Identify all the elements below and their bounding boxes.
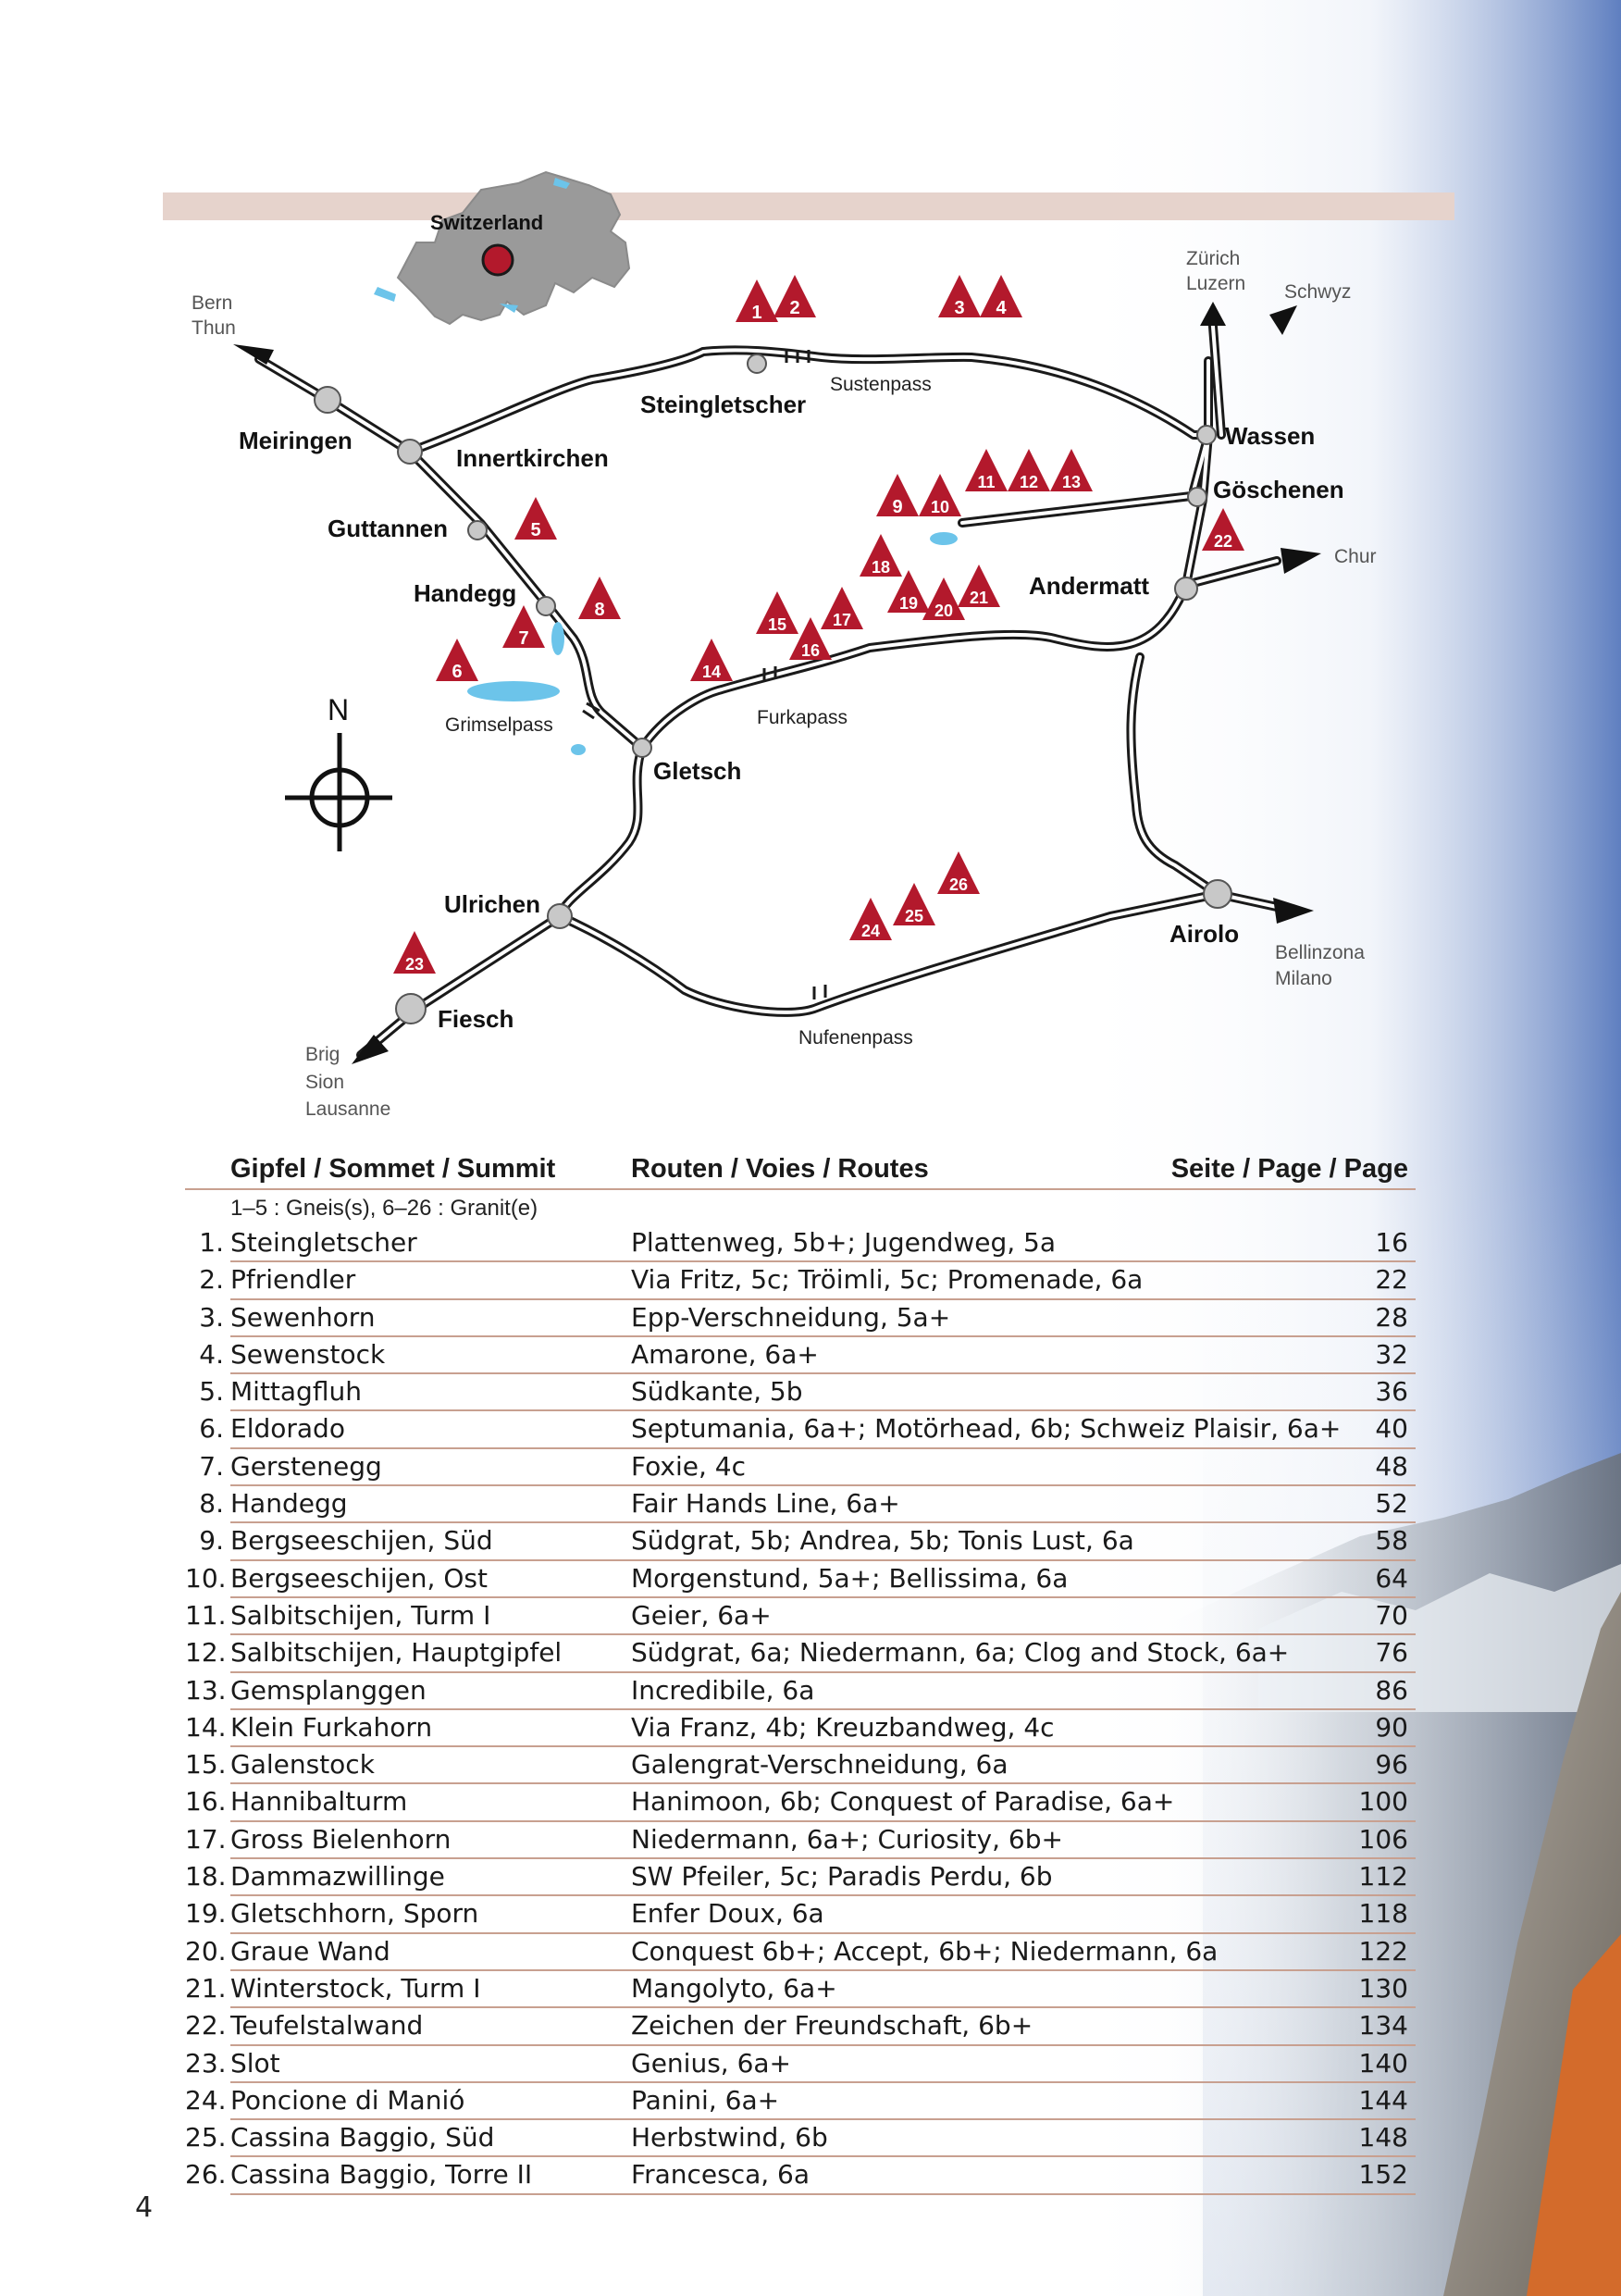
peak-marker-3 bbox=[938, 275, 981, 318]
city-meiringen: Meiringen bbox=[239, 427, 353, 454]
row-number: 10. bbox=[185, 1562, 227, 1594]
peak-number: 10 bbox=[930, 498, 950, 516]
row-page: 100 bbox=[1358, 1786, 1408, 1818]
row-summit: Gemsplanggen bbox=[230, 1674, 427, 1706]
row-routes: Morgenstund, 5a+; Bellissima, 6a bbox=[631, 1562, 1069, 1594]
row-page: 90 bbox=[1375, 1711, 1408, 1743]
table-row bbox=[185, 1635, 1416, 1672]
compass-icon bbox=[285, 733, 392, 851]
table-row bbox=[199, 1337, 1416, 1374]
row-number: 9. bbox=[199, 1525, 224, 1557]
goeschenen-lake bbox=[930, 532, 958, 545]
table-row bbox=[185, 2120, 1416, 2157]
city-innertkirchen: Innertkirchen bbox=[456, 444, 609, 472]
gletsch-dot bbox=[633, 738, 651, 757]
row-number: 6. bbox=[199, 1413, 224, 1445]
row-page: 130 bbox=[1358, 1972, 1408, 2004]
rock-type-note: 1–5 : Gneis(s), 6–26 : Granit(e) bbox=[230, 1196, 538, 1221]
table-row bbox=[199, 1523, 1416, 1560]
row-routes: Enfer Doux, 6a bbox=[631, 1898, 824, 1930]
peak-number: 6 bbox=[452, 662, 463, 682]
row-summit: Mittagfluh bbox=[230, 1376, 362, 1408]
fiesch-dot bbox=[396, 994, 426, 1024]
peak-marker-20 bbox=[922, 577, 965, 620]
row-summit: Sewenhorn bbox=[230, 1301, 376, 1333]
table-row bbox=[199, 1411, 1416, 1448]
row-routes: Via Fritz, 5c; Tröimli, 5c; Promenade, 6a bbox=[631, 1264, 1144, 1296]
dest-thun: Thun bbox=[192, 317, 236, 339]
city-steingletscher: Steingletscher bbox=[640, 391, 807, 418]
peak-number: 8 bbox=[594, 600, 605, 620]
grimsel-lake bbox=[467, 681, 560, 701]
table-body bbox=[185, 1225, 1416, 2195]
table-row bbox=[199, 1262, 1416, 1299]
row-summit: Cassina Baggio, Süd bbox=[230, 2122, 495, 2153]
peak-number: 12 bbox=[1019, 473, 1039, 491]
peak-number: 19 bbox=[898, 594, 919, 613]
row-page: 16 bbox=[1375, 1227, 1408, 1258]
handegg-dot bbox=[537, 597, 555, 615]
row-page: 96 bbox=[1375, 1749, 1408, 1781]
row-page: 152 bbox=[1358, 2159, 1408, 2191]
row-page: 52 bbox=[1375, 1488, 1408, 1520]
row-routes: Amarone, 6a+ bbox=[631, 1338, 819, 1370]
row-page: 144 bbox=[1358, 2084, 1408, 2116]
row-routes: Conquest 6b+; Accept, 6b+; Niedermann, 6a bbox=[631, 1935, 1219, 1967]
row-number: 19. bbox=[185, 1898, 227, 1930]
steingletscher-dot bbox=[748, 354, 766, 373]
row-number: 20. bbox=[185, 1935, 227, 1967]
table-row bbox=[199, 1449, 1416, 1486]
summit-table bbox=[185, 1148, 1416, 2195]
row-routes: Südkante, 5b bbox=[631, 1376, 803, 1408]
row-summit: Bergseeschijen, Süd bbox=[230, 1525, 493, 1557]
row-summit: Teufelstalwand bbox=[230, 2010, 424, 2042]
row-summit: Steingletscher bbox=[230, 1227, 417, 1258]
peak-number: 24 bbox=[860, 922, 881, 940]
peak-number: 2 bbox=[789, 298, 800, 318]
goeschenen-dot bbox=[1188, 488, 1206, 506]
row-routes: Epp-Verschneidung, 5a+ bbox=[631, 1301, 951, 1333]
row-routes: Foxie, 4c bbox=[631, 1450, 746, 1482]
table-header bbox=[185, 1148, 1416, 1190]
peak-number: 21 bbox=[969, 589, 989, 607]
peak-marker-12 bbox=[1008, 449, 1050, 491]
table-row bbox=[185, 2046, 1416, 2083]
row-number: 4. bbox=[199, 1338, 224, 1370]
peak-number: 13 bbox=[1061, 473, 1082, 491]
row-summit: Salbitschijen, Hauptgipfel bbox=[230, 1637, 563, 1669]
arrow-to-schwyz bbox=[1269, 305, 1297, 335]
row-summit: Pfriendler bbox=[230, 1264, 356, 1296]
andermatt-dot bbox=[1175, 577, 1197, 600]
row-number: 16. bbox=[185, 1786, 227, 1818]
arrow-to-zurich bbox=[1200, 302, 1226, 326]
grimsel-small-lake bbox=[571, 744, 586, 755]
city-airolo: Airolo bbox=[1169, 920, 1240, 948]
peak-marker-26 bbox=[937, 851, 980, 894]
peak-number: 7 bbox=[518, 628, 529, 649]
ulrichen-dot bbox=[548, 904, 572, 928]
peak-number: 14 bbox=[701, 663, 722, 681]
row-number: 26. bbox=[185, 2159, 227, 2191]
table-row bbox=[185, 1971, 1416, 2008]
row-page: 112 bbox=[1358, 1861, 1408, 1893]
peak-number: 16 bbox=[800, 641, 821, 660]
peak-number: 1 bbox=[751, 303, 762, 323]
row-routes: SW Pfeiler, 5c; Paradis Perdu, 6b bbox=[631, 1861, 1053, 1893]
header-page: Seite / Page / Page bbox=[1170, 1154, 1408, 1184]
dest-bern: Bern bbox=[192, 292, 233, 314]
row-page: 22 bbox=[1375, 1264, 1408, 1296]
row-summit: Poncione di Manió bbox=[230, 2084, 465, 2116]
table-row bbox=[199, 1374, 1416, 1411]
peak-number: 11 bbox=[977, 473, 996, 491]
row-number: 12. bbox=[185, 1637, 227, 1669]
peak-marker-8 bbox=[578, 577, 621, 620]
row-page: 32 bbox=[1375, 1338, 1408, 1370]
peak-number: 15 bbox=[767, 615, 787, 634]
peak-number: 9 bbox=[892, 497, 903, 517]
peak-number: 23 bbox=[404, 955, 425, 974]
dest-sion: Sion bbox=[305, 1072, 345, 1093]
table-row bbox=[185, 1822, 1416, 1859]
innertkirchen-dot bbox=[398, 440, 422, 464]
wassen-dot bbox=[1197, 426, 1216, 444]
row-routes: Südgrat, 6a; Niedermann, 6a; Clog and Stock, 6a+ bbox=[631, 1637, 1290, 1669]
dest-brig: Brig bbox=[305, 1044, 340, 1065]
row-number: 21. bbox=[185, 1972, 227, 2004]
peak-marker-22 bbox=[1202, 508, 1244, 551]
row-number: 14. bbox=[185, 1711, 227, 1743]
guttannen-dot bbox=[468, 521, 487, 540]
peak-number: 3 bbox=[954, 298, 965, 318]
row-summit: Cassina Baggio, Torre II bbox=[230, 2159, 533, 2191]
table-row bbox=[185, 2157, 1416, 2194]
row-number: 1. bbox=[199, 1227, 224, 1258]
row-routes: Fair Hands Line, 6a+ bbox=[631, 1488, 900, 1520]
peak-marker-14 bbox=[690, 639, 733, 681]
city-gletsch: Gletsch bbox=[653, 757, 742, 785]
row-number: 24. bbox=[185, 2084, 227, 2116]
row-number: 8. bbox=[199, 1488, 224, 1520]
row-number: 18. bbox=[185, 1861, 227, 1893]
row-routes: Geier, 6a+ bbox=[631, 1599, 772, 1631]
peak-marker-24 bbox=[849, 898, 892, 940]
row-routes: Mangolyto, 6a+ bbox=[631, 1972, 837, 2004]
city-handegg: Handegg bbox=[414, 579, 517, 607]
peak-number: 26 bbox=[948, 875, 969, 894]
page-number: 4 bbox=[135, 2191, 154, 2224]
dest-lausanne: Lausanne bbox=[305, 1098, 391, 1120]
table-row bbox=[185, 1859, 1416, 1896]
row-number: 2. bbox=[199, 1264, 224, 1296]
row-page: 70 bbox=[1375, 1599, 1408, 1631]
header-routes: Routen / Voies / Routes bbox=[631, 1154, 929, 1184]
row-summit: Sewenstock bbox=[230, 1338, 386, 1370]
peak-marker-5 bbox=[514, 497, 557, 540]
peak-markers bbox=[393, 275, 1244, 974]
city-andermatt: Andermatt bbox=[1029, 572, 1150, 600]
row-summit: Salbitschijen, Turm I bbox=[230, 1599, 491, 1631]
row-page: 36 bbox=[1375, 1376, 1408, 1408]
peak-marker-1 bbox=[736, 279, 778, 323]
header-band bbox=[163, 192, 1454, 220]
row-summit: Gross Bielenhorn bbox=[230, 1823, 452, 1855]
row-page: 58 bbox=[1375, 1525, 1408, 1557]
city-ulrichen: Ulrichen bbox=[444, 890, 541, 918]
row-summit: Handegg bbox=[230, 1488, 348, 1520]
dest-milano: Milano bbox=[1275, 968, 1332, 989]
arrow-to-bern bbox=[233, 344, 274, 365]
city-guttannen: Guttannen bbox=[328, 515, 448, 542]
row-routes: Genius, 6a+ bbox=[631, 2047, 792, 2079]
row-routes: Francesca, 6a bbox=[631, 2159, 810, 2191]
pass-furkapass: Furkapass bbox=[757, 707, 848, 728]
row-page: 76 bbox=[1375, 1637, 1408, 1669]
table-row bbox=[185, 2008, 1416, 2045]
peak-marker-13 bbox=[1050, 449, 1093, 491]
row-summit: Gerstenegg bbox=[230, 1450, 382, 1482]
row-number: 11. bbox=[185, 1599, 227, 1631]
row-page: 148 bbox=[1358, 2122, 1408, 2153]
row-page: 140 bbox=[1358, 2047, 1408, 2079]
row-summit: Bergseeschijen, Ost bbox=[230, 1562, 488, 1594]
row-routes: Incredibile, 6a bbox=[631, 1674, 815, 1706]
dest-chur: Chur bbox=[1334, 546, 1377, 567]
row-routes: Plattenweg, 5b+; Jugendweg, 5a bbox=[631, 1227, 1057, 1258]
table-row bbox=[185, 1896, 1416, 1933]
peak-marker-6 bbox=[436, 639, 478, 682]
peak-marker-10 bbox=[919, 474, 961, 516]
peak-marker-21 bbox=[958, 565, 1000, 607]
row-summit: Hannibalturm bbox=[230, 1786, 408, 1818]
compass-north-label: N bbox=[328, 693, 350, 726]
peak-marker-11 bbox=[965, 449, 1008, 491]
pass-sustenpass: Sustenpass bbox=[830, 374, 932, 395]
row-number: 25. bbox=[185, 2122, 227, 2153]
peak-marker-18 bbox=[860, 534, 902, 577]
peak-marker-23 bbox=[393, 931, 436, 974]
row-routes: Septumania, 6a+; Motörhead, 6b; Schweiz Plaisir, 6a+ bbox=[631, 1413, 1342, 1445]
row-number: 15. bbox=[185, 1749, 227, 1781]
row-summit: Winterstock, Turm I bbox=[230, 1972, 481, 2004]
table-row bbox=[185, 1561, 1416, 1598]
row-routes: Herbstwind, 6b bbox=[631, 2122, 828, 2153]
row-number: 3. bbox=[199, 1301, 224, 1333]
row-page: 134 bbox=[1358, 2010, 1408, 2042]
peak-number: 17 bbox=[832, 611, 852, 629]
row-number: 13. bbox=[185, 1674, 227, 1706]
row-page: 122 bbox=[1358, 1935, 1408, 1967]
table-row bbox=[185, 2083, 1416, 2120]
airolo-dot bbox=[1204, 880, 1231, 908]
row-page: 86 bbox=[1375, 1674, 1408, 1706]
table-row bbox=[185, 1934, 1416, 1971]
table-row bbox=[185, 1598, 1416, 1635]
arrow-to-bellinzona bbox=[1273, 898, 1314, 924]
row-number: 17. bbox=[185, 1823, 227, 1855]
dest-luzern: Luzern bbox=[1186, 273, 1246, 294]
dest-zurich: Zürich bbox=[1186, 248, 1241, 269]
row-page: 40 bbox=[1375, 1413, 1408, 1445]
pass-nufenenpass: Nufenenpass bbox=[798, 1027, 913, 1049]
peak-marker-2 bbox=[773, 275, 816, 318]
header-summit: Gipfel / Sommet / Summit bbox=[230, 1154, 556, 1184]
row-routes: Panini, 6a+ bbox=[631, 2084, 780, 2116]
row-page: 106 bbox=[1358, 1823, 1408, 1855]
dest-schwyz: Schwyz bbox=[1284, 281, 1352, 303]
city-wassen: Wassen bbox=[1225, 422, 1316, 450]
row-routes: Galengrat-Verschneidung, 6a bbox=[631, 1749, 1008, 1781]
row-summit: Slot bbox=[230, 2047, 280, 2079]
row-routes: Zeichen der Freundschaft, 6b+ bbox=[631, 2010, 1033, 2042]
row-number: 22. bbox=[185, 2010, 227, 2042]
switzerland-label: Switzerland bbox=[430, 211, 544, 234]
peak-number: 18 bbox=[871, 558, 891, 577]
dest-bellinzona: Bellinzona bbox=[1275, 942, 1365, 963]
row-routes: Via Franz, 4b; Kreuzbandweg, 4c bbox=[631, 1711, 1055, 1743]
peak-number: 22 bbox=[1213, 532, 1233, 551]
row-page: 48 bbox=[1375, 1450, 1408, 1482]
row-page: 118 bbox=[1358, 1898, 1408, 1930]
row-number: 5. bbox=[199, 1376, 224, 1408]
meiringen-dot bbox=[315, 387, 340, 413]
switzerland-location-dot bbox=[483, 245, 513, 275]
table-row bbox=[185, 1710, 1416, 1747]
row-summit: Eldorado bbox=[230, 1413, 345, 1445]
peak-number: 25 bbox=[904, 907, 924, 925]
peak-marker-15 bbox=[756, 591, 798, 634]
peak-number: 4 bbox=[996, 298, 1007, 318]
row-summit: Galenstock bbox=[230, 1749, 375, 1781]
handegg-lake bbox=[551, 622, 564, 655]
table-row bbox=[185, 1673, 1416, 1710]
peak-marker-4 bbox=[980, 275, 1022, 318]
pass-grimselpass: Grimselpass bbox=[445, 714, 553, 736]
city-goeschenen: Göschenen bbox=[1213, 476, 1344, 503]
row-routes: Niedermann, 6a+; Curiosity, 6b+ bbox=[631, 1823, 1063, 1855]
row-summit: Dammazwillinge bbox=[230, 1861, 445, 1893]
peak-marker-17 bbox=[821, 587, 863, 629]
row-number: 23. bbox=[185, 2047, 227, 2079]
row-number: 7. bbox=[199, 1450, 224, 1482]
city-fiesch: Fiesch bbox=[438, 1005, 514, 1033]
row-page: 28 bbox=[1375, 1301, 1408, 1333]
peak-number: 5 bbox=[530, 520, 541, 540]
row-routes: Südgrat, 5b; Andrea, 5b; Tonis Lust, 6a bbox=[631, 1525, 1134, 1557]
arrow-to-chur bbox=[1281, 548, 1321, 574]
table-row bbox=[199, 1300, 1416, 1337]
row-summit: Klein Furkahorn bbox=[230, 1711, 433, 1743]
row-routes: Hanimoon, 6b; Conquest of Paradise, 6a+ bbox=[631, 1786, 1175, 1818]
silhouette-lake bbox=[374, 287, 396, 302]
table-row bbox=[185, 1784, 1416, 1821]
table-row bbox=[199, 1225, 1416, 1262]
row-page: 64 bbox=[1375, 1562, 1408, 1594]
row-summit: Gletschhorn, Sporn bbox=[230, 1898, 479, 1930]
peak-marker-9 bbox=[876, 474, 919, 517]
table-row bbox=[199, 1486, 1416, 1523]
peak-marker-25 bbox=[893, 883, 935, 925]
peak-number: 20 bbox=[934, 602, 954, 620]
table-row bbox=[185, 1747, 1416, 1784]
row-summit: Graue Wand bbox=[230, 1935, 390, 1967]
